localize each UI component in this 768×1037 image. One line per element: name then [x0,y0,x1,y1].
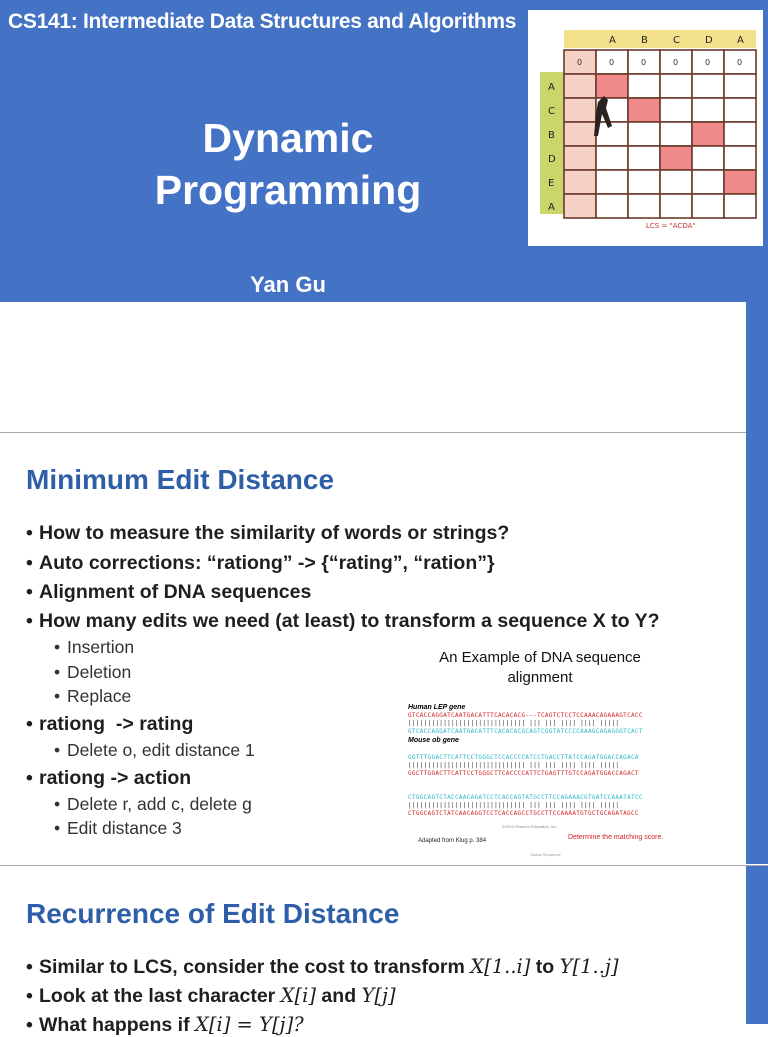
lcs-row-label: A [548,202,555,213]
lcs-cell [724,194,756,218]
lcs-cell [564,74,596,98]
lcs-cell [692,146,724,170]
lcs-column-label: A [737,35,744,46]
bullet-item: • rationg -> rating [26,713,194,735]
lcs-row-label: E [548,178,555,189]
lcs-cell [596,170,628,194]
sub-bullet-item: • Insertion [54,637,135,657]
gene-label: Mouse ob gene [408,737,459,744]
dna-sequence: CTGGCAGTCTATCAACAGGTCCTCACCAGCCTGCCTTCCAAAATGTGCTGCAGATAGCC [408,810,639,817]
lcs-cell [692,98,724,122]
slide-edge-accent [746,866,768,1024]
lcs-cell [564,170,596,194]
lcs-cell [660,122,692,146]
dna-sequence: GGCTTGGACTTCATTCCTGGGCTTCACCCCATTCTGAGTTTGTCCAGATGGACCAGACT [408,770,639,777]
lcs-cell-value: 0 [673,58,679,67]
lcs-cell [660,74,692,98]
dna-note: Determine the matching score. [568,834,664,841]
dna-source: Adapted from Klug p. 384 [418,838,487,844]
slide-title: Recurrence of Edit Distance [26,898,400,929]
dna-match-bars: |||||||||||||||||||||||||||||| ||| ||| |||| |||| ||||| [408,762,620,769]
lcs-cell [628,170,660,194]
slide-edge-accent [746,302,768,432]
lcs-cell [596,194,628,218]
bullet-item: • How to measure the similarity of words or strings? [26,522,510,544]
header-row-bg [564,30,756,48]
dna-match-bars: |||||||||||||||||||||||||||||| ||| ||| |||| |||| ||||| [408,802,620,809]
lcs-cell-value: 0 [609,58,615,67]
lcs-cell [724,146,756,170]
header-col-bg [540,72,564,214]
lcs-cell [564,146,596,170]
slide-separator [0,432,768,433]
lcs-caption: LCS = "ACDA" [646,222,696,230]
bullet-item: • rationg -> action [26,767,192,789]
title-line-2: Programming [154,167,422,213]
lcs-cell [628,122,660,146]
sub-bullet-item: • Delete r, add c, delete g [54,794,252,814]
lcs-cell [724,98,756,122]
dna-sequence: GTCACCAGGATCAATGACATTTCACACACGCAGTCGGTATCCCCAAAGCAGAGGGTCACT [408,728,643,735]
bullet-item: • Look at the last character X[i] and Y[j] [26,984,396,1007]
lcs-cell [564,98,596,122]
lcs-cell [596,74,628,98]
lcs-cell [596,122,628,146]
lcs-cell [628,74,660,98]
sub-bullet-item: • Delete o, edit distance 1 [54,740,255,760]
author-name: Yan Gu [250,272,326,297]
dna-sequence: GGTTTGGACTTCATTCCTGGGCTCCACCCCATCCTGACCTTATCCAGATGGACCAGACA [408,754,639,761]
lcs-table-drawing [528,10,763,246]
lcs-row-label: D [548,154,556,165]
gene-label: Human LEP gene [408,704,466,711]
dna-footer: Global Sequence [530,852,561,857]
dna-figure-title: An Example of DNA sequence alignment [439,649,641,686]
lcs-cell-value: 0 [641,58,647,67]
lcs-row-label: A [548,82,555,93]
lcs-cell [692,194,724,218]
lcs-cell [596,146,628,170]
lcs-cell [628,194,660,218]
lcs-cell-value: 0 [577,58,583,67]
lcs-cell [564,122,596,146]
lcs-cell [660,146,692,170]
lcs-grid [548,35,756,218]
bullet-item: • Auto corrections: “rationg” -> {“rating”, “ration”} [26,552,495,574]
title-line-1: Dynamic [202,115,374,161]
lcs-column-label: B [641,35,648,46]
lcs-cell [660,194,692,218]
lcs-cell [692,122,724,146]
lcs-row-label: B [548,130,555,141]
lcs-cell [660,98,692,122]
lcs-cell-value: 0 [705,58,711,67]
title-slide [0,0,768,302]
dna-sequence: GTCACCAGGATCAATGACATTTCACACACG---TCAGTCTCCTCCAAACAGAAAGTCACC [408,712,643,719]
bullet-item: • How many edits we need (at least) to transform a sequence X to Y? [26,610,660,632]
lcs-column-label: A [609,35,616,46]
sub-bullet-item: • Replace [54,686,132,706]
lcs-cell [628,98,660,122]
dna-sequence: CTGGCAGTCTACCAACAGATCCTCACCAGTATGCCTTCCAGAAACGTGATCCAAATATCC [408,794,643,801]
bullet-item: • What happens if X[i] = Y[j]? [26,1013,304,1036]
slide-separator [0,865,768,866]
dna-match-bars: |||||||||||||||||||||||||||||| ||| ||| |||| |||| ||||| [408,720,620,727]
dna-alignment-figure [390,638,690,864]
dna-copyright: ©2010 Pearson Education, Inc. [502,824,558,829]
lcs-cell [692,170,724,194]
slide-title [140,112,436,216]
lcs-cell [564,194,596,218]
bullet-item: • Alignment of DNA sequences [26,581,312,603]
lcs-cell-value: 0 [737,58,743,67]
lcs-cell [660,170,692,194]
lcs-column-label: D [705,35,713,46]
slide-edge-accent [746,432,768,864]
sub-bullet-item: • Deletion [54,662,132,682]
slide-title: Minimum Edit Distance [26,464,335,495]
course-title: CS141: Intermediate Data Structures and Algorithms [8,10,517,33]
lcs-cell [724,122,756,146]
lcs-cell [724,170,756,194]
lcs-cell [628,146,660,170]
lcs-column-label: C [673,35,680,46]
lcs-cell [692,74,724,98]
lcs-cell [724,74,756,98]
sub-bullet-item: • Edit distance 3 [54,818,182,838]
bullet-item: • Similar to LCS, consider the cost to transform X[1..i] to Y[1..j] [26,955,619,978]
lcs-table-illustration [528,10,763,246]
lcs-row-label: C [548,106,555,117]
